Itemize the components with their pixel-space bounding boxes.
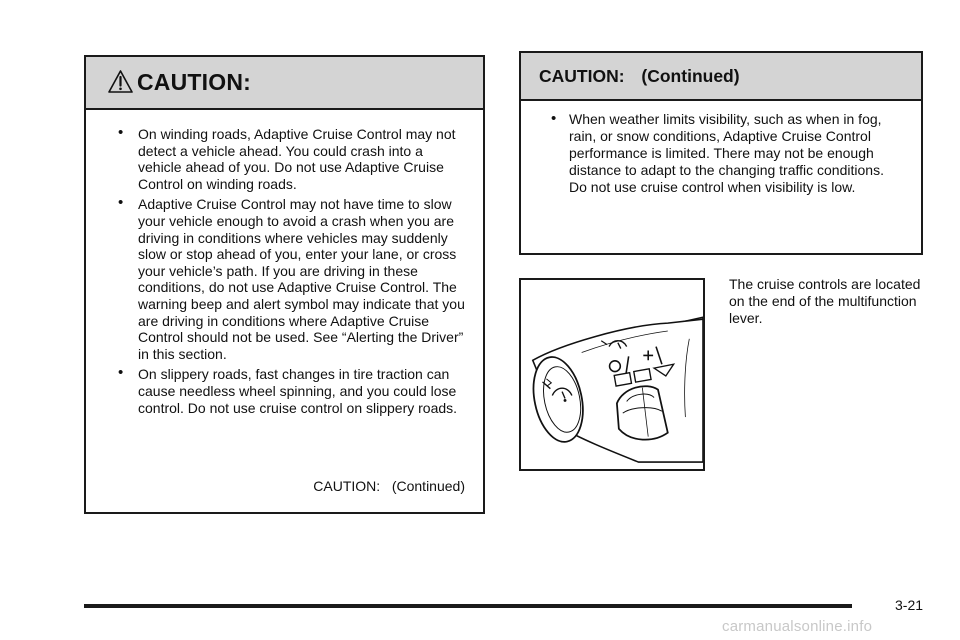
caution-continued-title: CAUTION: (Continued)	[539, 65, 740, 86]
caution-title: CAUTION:	[137, 69, 252, 95]
cruise-lever-illustration	[519, 278, 705, 471]
bullet-icon: •	[118, 364, 124, 382]
watermark: carmanualsonline.info	[722, 618, 873, 635]
caution-text: Adaptive Cruise Control may not have time to slow your vehicle enough to avoid a crash when you are driving in conditions where vehicles may suddenly slow or stop ahead of you, enter your lane, or cross your vehicle’s path. If you are driving in these conditions, do not use Adaptive Cruise Control. The warning beep and alert symbol may indicate that you are driving in conditions where Adaptive Cruise Control should not be used. See “Alerting the Driver” in this section.	[138, 196, 465, 362]
caution-continued-header	[521, 53, 921, 101]
list-item	[118, 196, 465, 362]
caution-list	[86, 110, 483, 416]
caution-continued-list	[521, 101, 921, 196]
list-item	[118, 366, 465, 416]
continued-note: CAUTION: (Continued)	[313, 478, 465, 494]
list-item	[118, 126, 465, 192]
caution-text: When weather limits visibility, such as when in fog, rain, or snow conditions, Adaptive Cruise Control performance is limited. There may not be enough distance to adapt to the changing traffic conditions. Do not use cruise control when visibility is low.	[569, 111, 884, 195]
warning-triangle-icon	[107, 69, 134, 94]
bullet-icon: •	[118, 194, 124, 212]
multifunction-lever-image	[521, 280, 703, 469]
footer-rule	[84, 604, 852, 608]
list-item	[551, 111, 903, 196]
caution-text: On slippery roads, fast changes in tire traction can cause needless wheel spinning, and you could lose control. Do not use cruise control on slippery roads.	[138, 366, 458, 416]
caution-header	[86, 57, 483, 110]
bullet-icon: •	[118, 124, 124, 141]
side-description: The cruise controls are located on the end of the multifunction lever.	[729, 276, 921, 326]
page-number: 3-21	[895, 597, 924, 613]
caution-box	[84, 55, 485, 514]
caution-text: On winding roads, Adaptive Cruise Control may not detect a vehicle ahead. You could crash into a vehicle ahead of you. Do not use Adaptive Cruise Control on winding roads.	[138, 126, 456, 192]
bullet-icon: •	[551, 110, 557, 127]
caution-continued-box	[519, 51, 923, 255]
